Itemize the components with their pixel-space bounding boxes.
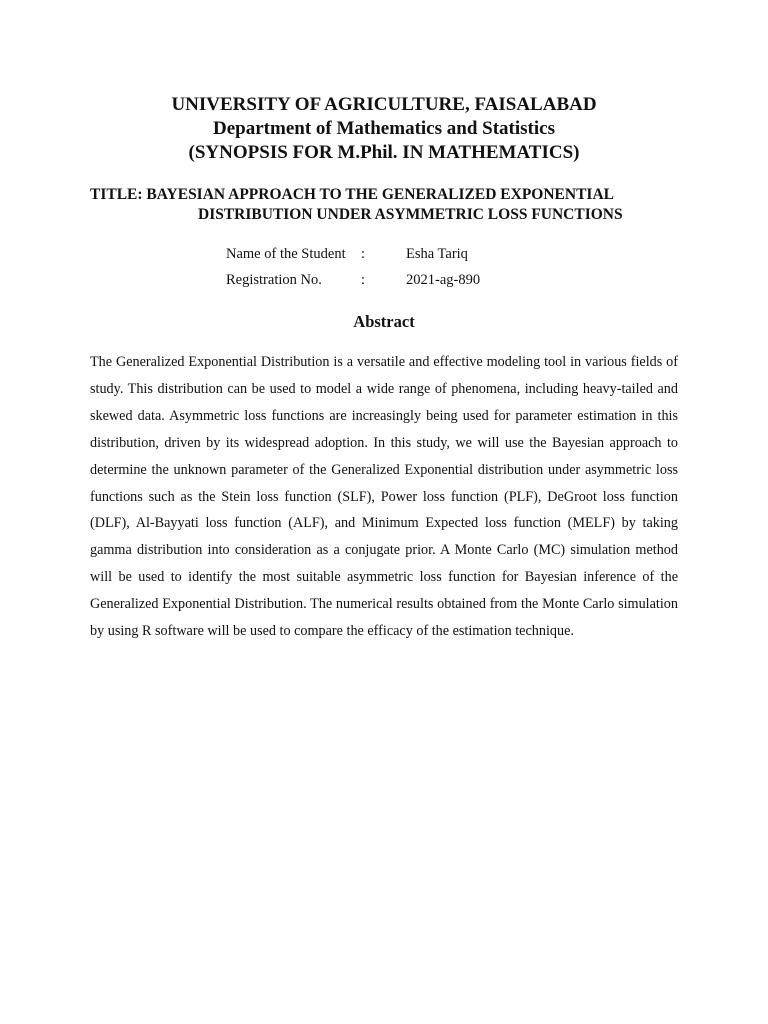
synopsis-heading: (SYNOPSIS FOR M.Phil. IN MATHEMATICS)	[188, 142, 580, 163]
abstract-body: The Generalized Exponential Distribution is a versatile and effective modeling tool in various fields of study. This distribution can be used to model a wide range of phenomena, including heavy-tailed and skewed data. Asymmetric loss functions are increasingly being used for parameter estimation in this distribution, driven by its widespread adoption. In this study, we will use the Bayesian approach to determine the unknown parameter of the Generalized Exponential distribution under asymmetric loss functions such as the Stein loss function (SLF), Power loss function (PLF), DeGroot loss function (DLF), Al-Bayyati loss function (ALF), and Minimum Expected loss function (MELF) by taking gamma distribution into consideration as a conjugate prior. A Monte Carlo (MC) simulation method will be used to identify the most suitable asymmetric loss function for Bayesian inference of the Generalized Exponential Distribution. The numerical results obtained from the Monte Carlo simulation by using R software will be used to compare the efficacy of the estimation technique.	[90, 354, 678, 640]
thesis-title-line-1: TITLE: BAYESIAN APPROACH TO THE GENERALIZED EXPONENTIAL	[90, 186, 614, 203]
student-name-row	[226, 241, 480, 267]
registration-label: Registration No.	[226, 272, 322, 288]
registration-row	[226, 267, 480, 293]
abstract-heading: Abstract	[353, 312, 415, 331]
document-header	[0, 93, 768, 165]
registration-colon: :	[361, 272, 366, 288]
thesis-title-line-2: DISTRIBUTION UNDER ASYMMETRIC LOSS FUNCTIONS	[198, 206, 623, 223]
student-name-colon: :	[361, 246, 366, 262]
thesis-title	[90, 185, 680, 225]
student-info	[226, 241, 480, 293]
university-name: UNIVERSITY OF AGRICULTURE, FAISALABAD	[171, 94, 597, 115]
student-name-label: Name of the Student	[226, 246, 346, 262]
department-name: Department of Mathematics and Statistics	[213, 118, 555, 139]
registration-value: 2021-ag-890	[406, 272, 481, 288]
student-name-value: Esha Tariq	[406, 246, 468, 262]
